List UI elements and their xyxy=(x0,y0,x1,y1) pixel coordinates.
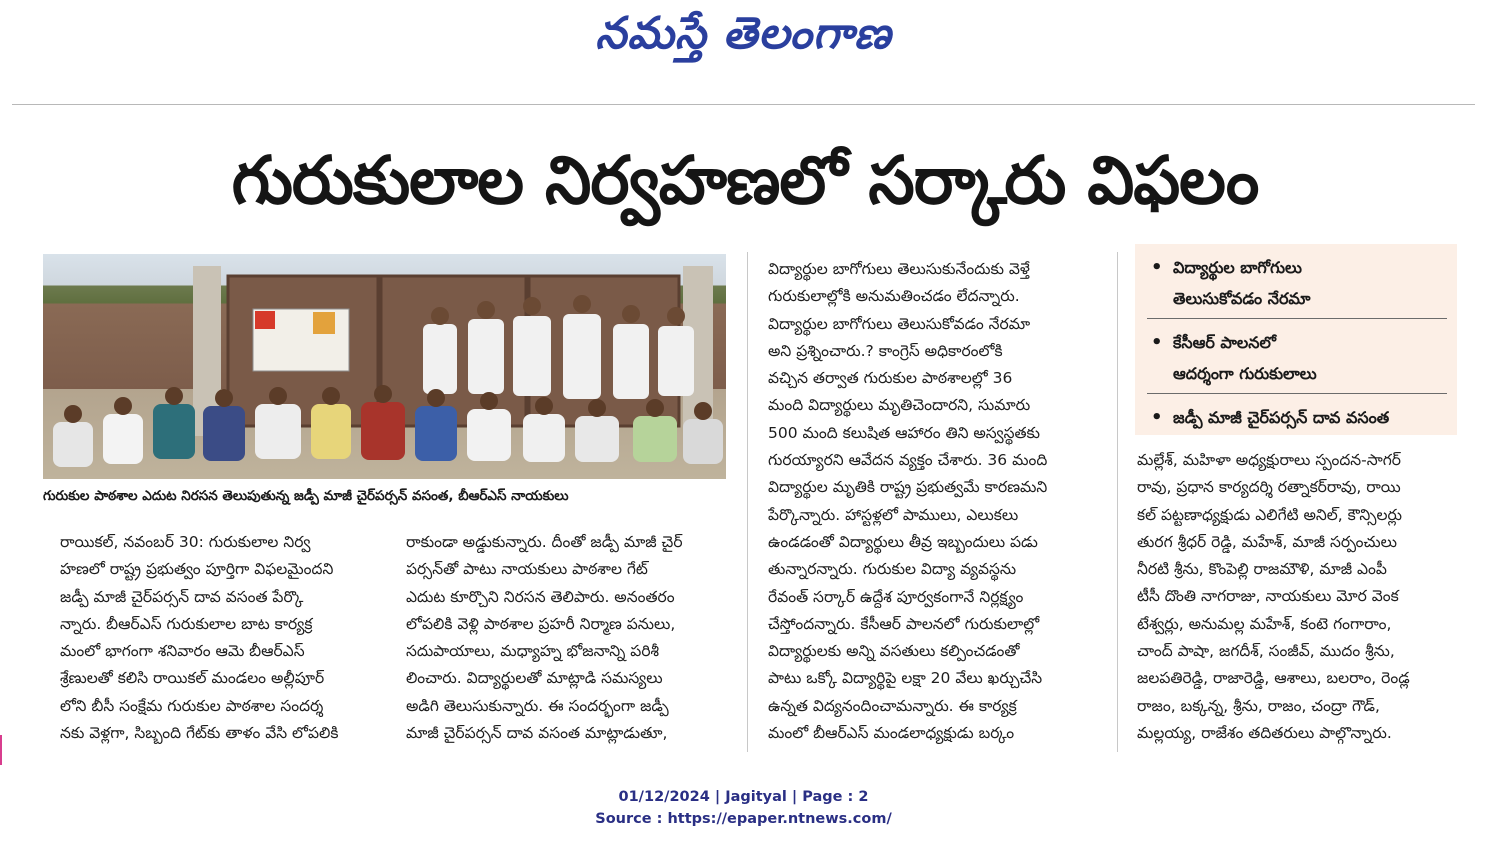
column-3-line: విద్యార్థుల బాగోగులు తెలుసుకునేందుకు వెళ్తే xyxy=(768,260,1030,278)
column-4-line: కల్ పట్టణాధ్యక్షుడు ఎలిగేటి అనిల్, కౌన్సిలర్లు xyxy=(1137,505,1403,524)
highlight-line: తెలుసుకోవడం నేరమా xyxy=(1173,289,1311,308)
column-1-line: నకు వెళ్లగా, సిబ్బంది గేట్‌కు తాళం వేసి లోపలికి xyxy=(60,724,339,743)
column-2-line: లించారు. విద్యార్థులతో మాట్లాడి సమస్యలు xyxy=(406,669,663,688)
column-4-line: టీసీ దొంతి నాగరాజు, నాయకులు మోర వెంక xyxy=(1137,587,1399,606)
page-edge-marker xyxy=(0,735,2,765)
column-4-line: మల్లయ్య, రాజేశం తదితరులు పాల్గొన్నారు. xyxy=(1137,723,1392,742)
column-1-line: హణలో రాష్ట్ర ప్రభుత్వం పూర్తిగా విఫలమైందని xyxy=(60,560,334,579)
column-3-line: మంది విద్యార్థులు మృతిచెందారని, సుమారు xyxy=(768,396,1031,415)
highlight-line: విద్యార్థుల బాగోగులు xyxy=(1173,258,1302,277)
article-column-1 xyxy=(60,529,380,747)
column-3-line: ఉన్నత విద్యనందించామన్నారు. ఈ కార్యక్ర xyxy=(768,696,1017,715)
column-3-line: అని ప్రశ్నించారు.? కాంగ్రెస్ అధికారంలోకి xyxy=(768,341,1003,360)
header-rule xyxy=(12,104,1475,105)
footer-source-link[interactable]: Source : https://epaper.ntnews.com/ xyxy=(595,811,892,827)
column-3-line: మంలో బీఆర్‌ఎస్ మండలాధ్యక్షుడు బర్కం xyxy=(768,724,1015,743)
column-1-line: మంలో భాగంగా శనివారం ఆమె బీఆర్‌ఎస్ xyxy=(60,642,305,661)
column-3-line: విద్యార్థుల మృతికి రాష్ట్ర ప్రభుత్వమే కారణమని xyxy=(768,478,1048,497)
column-4-line: మల్లేశ్, మహిళా అధ్యక్షురాలు స్పందన-సాగర్ xyxy=(1137,451,1401,469)
column-2-line: రాకుండా అడ్డుకున్నారు. దీంతో జడ్పీ మాజీ చైర్ xyxy=(406,533,683,551)
column-3-line: విద్యార్థుల బాగోగులు తెలుసుకోవడం నేరమా xyxy=(768,314,1031,333)
column-3-line: రేవంత్ సర్కార్ ఉద్దేశ పూర్వకంగానే నిర్లక్ష్యం xyxy=(768,587,1024,606)
column-4-line: చాంద్ పాషా, జగదీశ్, సంజీవ్, ముదం శ్రీను, xyxy=(1137,642,1395,661)
column-4-line: రావు, ప్రధాన కార్యదర్శి రత్నాకర్‌రావు, రాయి xyxy=(1137,478,1401,497)
column-divider xyxy=(747,252,748,752)
column-1-line: రాయికల్, నవంబర్ 30: గురుకులాల నిర్వ xyxy=(60,533,311,551)
bullet-icon: • xyxy=(1151,407,1163,428)
highlight-line: జడ్పీ మాజీ చైర్‌పర్సన్ దావ వసంత xyxy=(1173,408,1390,427)
bullet-icon: • xyxy=(1151,332,1163,353)
column-3-line: పేర్కొన్నారు. హాస్టళ్లలో పాములు, ఎలుకలు xyxy=(768,505,1019,524)
column-3-line: విద్యార్థులకు అన్ని వసతులు కల్పించడంతో xyxy=(768,642,1020,661)
highlights-box xyxy=(1135,244,1457,435)
column-4-line: జలపతిరెడ్డి, రాజారెడ్డి, ఆశాలు, బలరాం, రెండ్ల xyxy=(1137,669,1410,688)
column-2-line: ఎదుట కూర్చొని నిరసన తెలిపారు. అనంతరం xyxy=(406,587,675,606)
column-4-line: తురగ శ్రీధర్ రెడ్డి, మహేశ్, మాజీ సర్పంచులు xyxy=(1137,532,1397,551)
highlight-item xyxy=(1147,327,1447,394)
column-4-line: నీరటి శ్రీను, కొంపెల్లి రాజమౌళి, మాజీ ఎంపీ xyxy=(1137,560,1387,579)
highlight-item xyxy=(1147,252,1447,319)
column-4-line: రాజం, బక్కన్న, శ్రీను, రాజం, చంద్రా గౌడ్, xyxy=(1137,696,1380,715)
column-2-line: అడిగి తెలుసుకున్నారు. ఈ సందర్భంగా జడ్పీ xyxy=(406,696,669,715)
protest-photo-illustration xyxy=(43,254,726,479)
column-3-line: గురయ్యారని ఆవేదన వ్యక్తం చేశారు. 36 మంది xyxy=(768,451,1048,470)
article-column-3 xyxy=(768,256,1098,747)
column-3-line: పాటు ఒక్కో విద్యార్థిపై లక్షా 20 వేలు ఖర్చుచేసి xyxy=(768,669,1043,688)
column-2-line: పర్సన్‌తో పాటు నాయకులు పాఠశాల గేట్ xyxy=(406,560,648,579)
highlight-line: ఆదర్శంగా గురుకులాలు xyxy=(1173,364,1317,383)
highlight-line: కేసీఆర్ పాలనలో xyxy=(1173,333,1276,352)
article-headline: గురుకులాల నిర్వహణలో సర్కారు విఫలం xyxy=(231,142,1259,219)
column-1-line: లోని బీసీ సంక్షేమ గురుకుల పాఠశాల సందర్శ xyxy=(60,696,324,715)
column-3-line: తున్నారన్నారు. గురుకుల విద్యా వ్యవస్థను xyxy=(768,560,1017,579)
column-3-line: గురుకులాల్లోకి అనుమతించడం లేదన్నారు. xyxy=(768,287,1020,306)
column-2-line: లోపలికి వెళ్లి పాఠశాల ప్రహరీ నిర్మాణ పనులు, xyxy=(406,614,676,633)
column-1-line: జడ్పీ మాజీ చైర్‌పర్సన్ దావ వసంత పేర్కొ xyxy=(60,587,304,606)
column-3-line: వచ్చిన తర్వాత గురుకుల పాఠశాలల్లో 36 xyxy=(768,369,1013,388)
column-2-line: మాజీ చైర్‌పర్సన్ దావ వసంత మాట్లాడుతూ, xyxy=(406,724,668,743)
article-column-4 xyxy=(1137,447,1465,747)
column-2-line: సదుపాయాలు, మధ్యాహ్న భోజనాన్ని పరిశీ xyxy=(406,642,660,661)
photo-caption: గురుకుల పాఠశాల ఎదుట నిరసన తెలుపుతున్న జడ్పీ మాజీ చైర్‌పర్సన్ వసంత, బీఆర్‌ఎస్ నాయకులు xyxy=(43,488,569,504)
column-divider xyxy=(1117,252,1118,752)
column-1-line: శ్రేణులతో కలిసి రాయికల్ మండలం అల్లీపూర్ xyxy=(60,669,325,688)
column-3-line: 500 మంది కలుషిత ఆహారం తిని అస్వస్థతకు xyxy=(768,423,1041,442)
footer-edition-info: 01/12/2024 | Jagityal | Page : 2 xyxy=(618,789,869,805)
highlight-item xyxy=(1147,402,1447,433)
column-3-line: ఉండడంతో విద్యార్థులు తీవ్ర ఇబ్బందులు పడు xyxy=(768,532,1038,551)
column-1-line: న్నారు. బీఆర్‌ఎస్ గురుకులాల బాట కార్యక్ర xyxy=(60,614,313,633)
bullet-icon: • xyxy=(1151,257,1163,278)
column-3-line: చేస్తోందన్నారు. కేసీఆర్ పాలనలో గురుకులాల్లో xyxy=(768,614,1040,633)
newspaper-masthead: నమస్తే తెలంగాణ xyxy=(595,8,892,59)
column-4-line: టేశ్వర్లు, అనుమల్ల మహేశ్, కంటె గంగారాం, xyxy=(1137,614,1392,633)
news-photo xyxy=(43,254,726,479)
article-column-2 xyxy=(406,529,728,747)
